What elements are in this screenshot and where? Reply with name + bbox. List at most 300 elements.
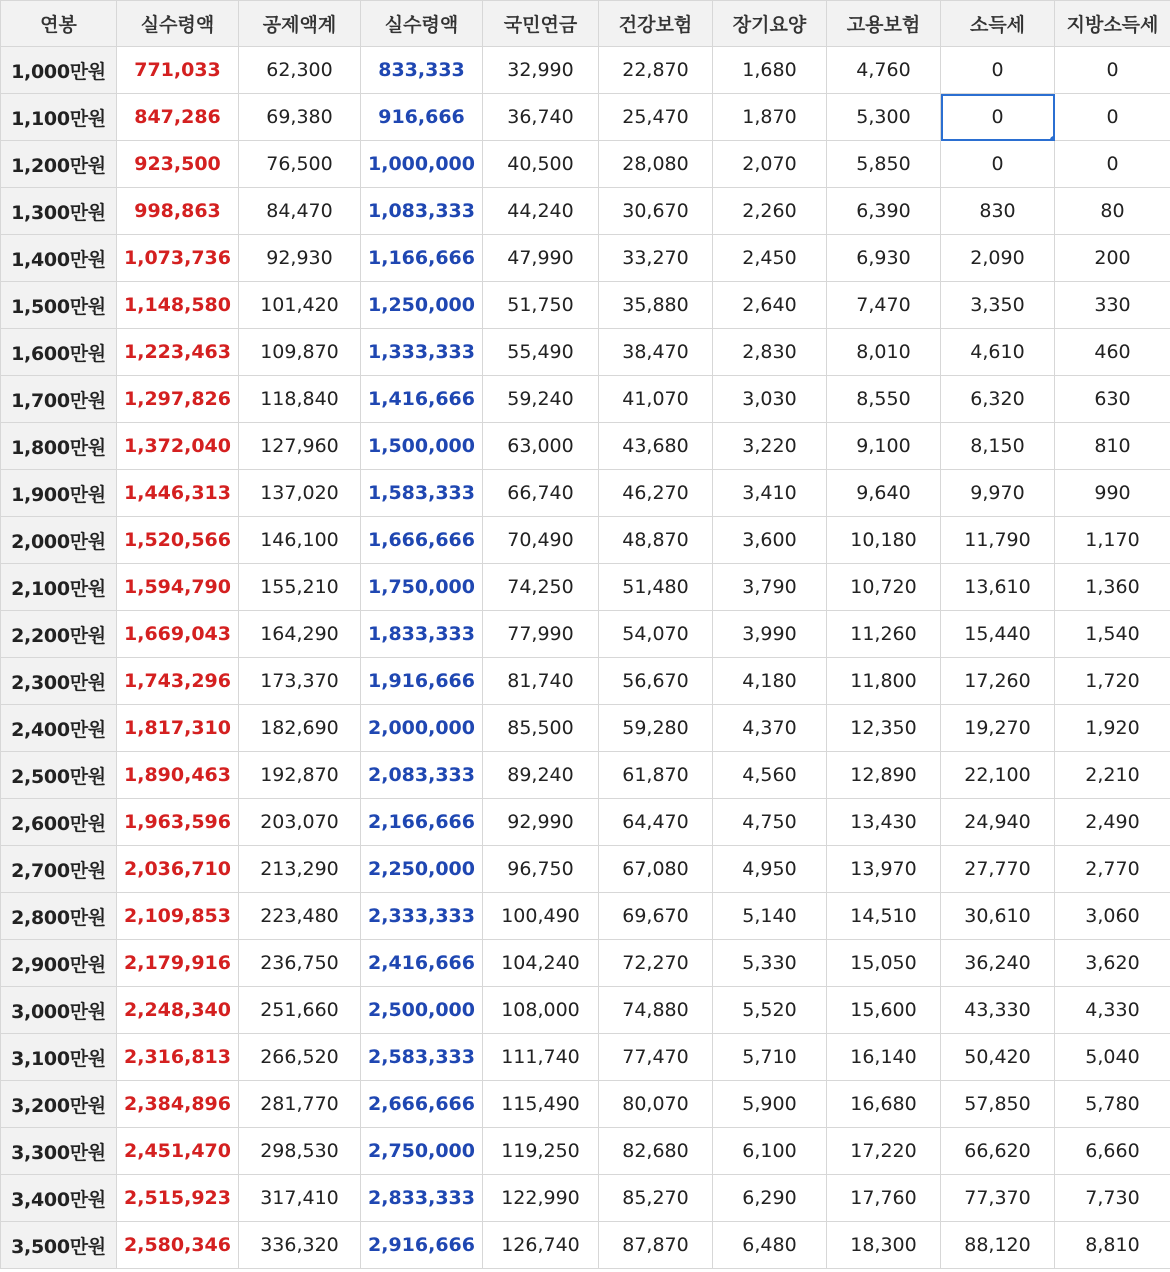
salary-cell[interactable]: [1, 846, 117, 893]
care-cell[interactable]: [713, 611, 827, 658]
salary-cell[interactable]: [1, 1034, 117, 1081]
local-tax-cell[interactable]: [1055, 1175, 1170, 1222]
salary-cell[interactable]: [1, 1222, 117, 1269]
pension-cell[interactable]: [483, 423, 599, 470]
employment-cell[interactable]: [827, 141, 941, 188]
health-cell[interactable]: [599, 376, 713, 423]
income-tax-cell[interactable]: [941, 846, 1055, 893]
net-pay-cell[interactable]: [117, 940, 239, 987]
deduction-cell[interactable]: [239, 611, 361, 658]
income-tax-cell[interactable]: [941, 282, 1055, 329]
salary-cell[interactable]: [1, 1128, 117, 1175]
header-net-pay[interactable]: 실수령액: [117, 1, 239, 47]
local-tax-cell[interactable]: [1055, 47, 1170, 94]
salary-cell[interactable]: [1, 470, 117, 517]
net-pay-cell[interactable]: [117, 564, 239, 611]
employment-cell[interactable]: [827, 893, 941, 940]
income-tax-cell[interactable]: [941, 47, 1055, 94]
care-cell[interactable]: [713, 235, 827, 282]
header-annual-salary[interactable]: 연봉: [1, 1, 117, 47]
deduction-cell[interactable]: [239, 47, 361, 94]
net-pay-2-cell[interactable]: [361, 893, 483, 940]
health-cell[interactable]: [599, 1222, 713, 1269]
employment-cell[interactable]: [827, 94, 941, 141]
health-cell[interactable]: [599, 1034, 713, 1081]
deduction-cell[interactable]: [239, 940, 361, 987]
net-pay-cell[interactable]: [117, 517, 239, 564]
employment-cell[interactable]: [827, 1222, 941, 1269]
pension-cell[interactable]: [483, 470, 599, 517]
net-pay-2-cell[interactable]: [361, 235, 483, 282]
cell-value: 2,451,470: [124, 1140, 231, 1162]
net-pay-cell[interactable]: [117, 282, 239, 329]
employment-cell[interactable]: [827, 1081, 941, 1128]
health-cell[interactable]: [599, 141, 713, 188]
health-cell[interactable]: [599, 564, 713, 611]
income-tax-cell[interactable]: [941, 470, 1055, 517]
deduction-cell[interactable]: [239, 987, 361, 1034]
deduction-cell[interactable]: [239, 1081, 361, 1128]
health-cell[interactable]: [599, 423, 713, 470]
care-cell[interactable]: [713, 799, 827, 846]
health-cell[interactable]: [599, 470, 713, 517]
pension-cell[interactable]: [483, 846, 599, 893]
net-pay-2-cell[interactable]: [361, 470, 483, 517]
income-tax-cell[interactable]: [941, 1128, 1055, 1175]
health-cell[interactable]: [599, 282, 713, 329]
pension-cell[interactable]: [483, 188, 599, 235]
net-pay-2-cell[interactable]: [361, 376, 483, 423]
pension-cell[interactable]: [483, 1081, 599, 1128]
deduction-cell[interactable]: [239, 188, 361, 235]
care-cell[interactable]: [713, 564, 827, 611]
salary-cell[interactable]: [1, 1081, 117, 1128]
net-pay-2-cell[interactable]: [361, 141, 483, 188]
pension-cell[interactable]: [483, 611, 599, 658]
cell-value: 51,480: [622, 576, 689, 598]
deduction-cell[interactable]: [239, 1222, 361, 1269]
pension-cell[interactable]: [483, 1128, 599, 1175]
net-pay-2-cell[interactable]: [361, 329, 483, 376]
header-national-pension[interactable]: 국민연금: [483, 1, 599, 47]
salary-cell[interactable]: [1, 141, 117, 188]
health-cell[interactable]: [599, 1175, 713, 1222]
care-cell[interactable]: [713, 282, 827, 329]
health-cell[interactable]: [599, 611, 713, 658]
net-pay-2-cell[interactable]: [361, 188, 483, 235]
salary-cell[interactable]: [1, 940, 117, 987]
care-cell[interactable]: [713, 329, 827, 376]
local-tax-cell[interactable]: [1055, 423, 1170, 470]
pension-cell[interactable]: [483, 893, 599, 940]
health-cell[interactable]: [599, 705, 713, 752]
cell-value: 61,870: [622, 764, 689, 786]
pension-cell[interactable]: [483, 282, 599, 329]
net-pay-cell[interactable]: [117, 423, 239, 470]
income-tax-cell[interactable]: [941, 423, 1055, 470]
pension-cell[interactable]: [483, 517, 599, 564]
cell-value: 0: [1106, 106, 1119, 128]
pension-cell[interactable]: [483, 376, 599, 423]
cell-value: 251,660: [260, 999, 339, 1021]
income-tax-cell[interactable]: [941, 940, 1055, 987]
local-tax-cell[interactable]: [1055, 188, 1170, 235]
header-long-term-care[interactable]: 장기요양: [713, 1, 827, 47]
health-cell[interactable]: [599, 940, 713, 987]
local-tax-cell[interactable]: [1055, 658, 1170, 705]
salary-cell[interactable]: [1, 705, 117, 752]
employment-cell[interactable]: [827, 329, 941, 376]
deduction-cell[interactable]: [239, 329, 361, 376]
header-net-pay-2[interactable]: 실수령액: [361, 1, 483, 47]
net-pay-cell[interactable]: [117, 893, 239, 940]
income-tax-cell[interactable]: [941, 94, 1055, 141]
health-cell[interactable]: [599, 1081, 713, 1128]
net-pay-cell[interactable]: [117, 94, 239, 141]
local-tax-cell[interactable]: [1055, 329, 1170, 376]
net-pay-2-cell[interactable]: [361, 47, 483, 94]
pension-cell[interactable]: [483, 752, 599, 799]
cell-value: 2,316,813: [124, 1046, 231, 1068]
pension-cell[interactable]: [483, 141, 599, 188]
net-pay-2-cell[interactable]: [361, 564, 483, 611]
employment-cell[interactable]: [827, 705, 941, 752]
income-tax-cell[interactable]: [941, 1034, 1055, 1081]
salary-cell[interactable]: [1, 376, 117, 423]
employment-cell[interactable]: [827, 1128, 941, 1175]
local-tax-cell[interactable]: [1055, 611, 1170, 658]
net-pay-cell[interactable]: [117, 47, 239, 94]
pension-cell[interactable]: [483, 1175, 599, 1222]
employment-cell[interactable]: [827, 1175, 941, 1222]
salary-cell[interactable]: [1, 235, 117, 282]
header-total-deduction[interactable]: 공제액계: [239, 1, 361, 47]
employment-cell[interactable]: [827, 799, 941, 846]
care-cell[interactable]: [713, 94, 827, 141]
deduction-cell[interactable]: [239, 1128, 361, 1175]
table-row: [1, 1128, 1170, 1175]
income-tax-cell[interactable]: [941, 752, 1055, 799]
care-cell[interactable]: [713, 188, 827, 235]
net-pay-cell[interactable]: [117, 1175, 239, 1222]
local-tax-cell[interactable]: [1055, 940, 1170, 987]
health-cell[interactable]: [599, 846, 713, 893]
cell-value: 298,530: [260, 1140, 339, 1162]
care-cell[interactable]: [713, 423, 827, 470]
income-tax-cell[interactable]: [941, 329, 1055, 376]
local-tax-cell[interactable]: [1055, 1034, 1170, 1081]
net-pay-cell[interactable]: [117, 141, 239, 188]
net-pay-cell[interactable]: [117, 376, 239, 423]
health-cell[interactable]: [599, 329, 713, 376]
deduction-cell[interactable]: [239, 517, 361, 564]
salary-cell[interactable]: [1, 423, 117, 470]
local-tax-cell[interactable]: [1055, 987, 1170, 1034]
salary-cell[interactable]: [1, 799, 117, 846]
local-tax-cell[interactable]: [1055, 705, 1170, 752]
pension-cell[interactable]: [483, 705, 599, 752]
employment-cell[interactable]: [827, 752, 941, 799]
local-tax-cell[interactable]: [1055, 564, 1170, 611]
health-cell[interactable]: [599, 188, 713, 235]
employment-cell[interactable]: [827, 282, 941, 329]
cell-value: 54,070: [622, 623, 689, 645]
income-tax-cell[interactable]: [941, 1222, 1055, 1269]
income-tax-cell[interactable]: [941, 1175, 1055, 1222]
health-cell[interactable]: [599, 752, 713, 799]
cell-value: 15,440: [964, 623, 1031, 645]
cell-value: 25,470: [622, 106, 689, 128]
net-pay-cell[interactable]: [117, 1128, 239, 1175]
local-tax-cell[interactable]: [1055, 893, 1170, 940]
deduction-cell[interactable]: [239, 470, 361, 517]
salary-cell[interactable]: [1, 1175, 117, 1222]
deduction-cell[interactable]: [239, 658, 361, 705]
net-pay-2-cell[interactable]: [361, 611, 483, 658]
cell-value: 0: [991, 59, 1004, 81]
pension-cell[interactable]: [483, 799, 599, 846]
local-tax-cell[interactable]: [1055, 94, 1170, 141]
fill-handle[interactable]: [1050, 136, 1055, 141]
net-pay-2-cell[interactable]: [361, 658, 483, 705]
net-pay-cell[interactable]: [117, 987, 239, 1034]
health-cell[interactable]: [599, 799, 713, 846]
net-pay-2-cell[interactable]: [361, 94, 483, 141]
header-income-tax[interactable]: 소득세: [941, 1, 1055, 47]
deduction-cell[interactable]: [239, 752, 361, 799]
health-cell[interactable]: [599, 1128, 713, 1175]
income-tax-cell[interactable]: [941, 141, 1055, 188]
deduction-cell[interactable]: [239, 846, 361, 893]
income-tax-cell[interactable]: [941, 235, 1055, 282]
care-cell[interactable]: [713, 376, 827, 423]
net-pay-2-cell[interactable]: [361, 1222, 483, 1269]
care-cell[interactable]: [713, 940, 827, 987]
cell-value: 833,333: [378, 59, 465, 81]
local-tax-cell[interactable]: [1055, 1222, 1170, 1269]
cell-value: 9,970: [970, 482, 1025, 504]
local-tax-cell[interactable]: [1055, 282, 1170, 329]
employment-cell[interactable]: [827, 470, 941, 517]
employment-cell[interactable]: [827, 235, 941, 282]
care-cell[interactable]: [713, 987, 827, 1034]
salary-cell[interactable]: [1, 611, 117, 658]
care-cell[interactable]: [713, 517, 827, 564]
care-cell[interactable]: [713, 1222, 827, 1269]
salary-cell[interactable]: [1, 987, 117, 1034]
header-local-income-tax[interactable]: 지방소득세: [1055, 1, 1170, 47]
net-pay-cell[interactable]: [117, 1081, 239, 1128]
salary-cell[interactable]: [1, 47, 117, 94]
net-pay-cell[interactable]: [117, 846, 239, 893]
local-tax-cell[interactable]: [1055, 517, 1170, 564]
net-pay-2-cell[interactable]: [361, 752, 483, 799]
care-cell[interactable]: [713, 893, 827, 940]
employment-cell[interactable]: [827, 564, 941, 611]
income-tax-cell[interactable]: [941, 517, 1055, 564]
header-employment-insurance[interactable]: 고용보험: [827, 1, 941, 47]
care-cell[interactable]: [713, 752, 827, 799]
local-tax-cell[interactable]: [1055, 1128, 1170, 1175]
health-cell[interactable]: [599, 235, 713, 282]
deduction-cell[interactable]: [239, 705, 361, 752]
net-pay-cell[interactable]: [117, 658, 239, 705]
net-pay-cell[interactable]: [117, 470, 239, 517]
net-pay-2-cell[interactable]: [361, 1128, 483, 1175]
local-tax-cell[interactable]: [1055, 470, 1170, 517]
salary-cell[interactable]: [1, 564, 117, 611]
cell-value: 998,863: [134, 200, 221, 222]
care-cell[interactable]: [713, 1128, 827, 1175]
deduction-cell[interactable]: [239, 282, 361, 329]
net-pay-cell[interactable]: [117, 705, 239, 752]
pension-cell[interactable]: [483, 940, 599, 987]
employment-cell[interactable]: [827, 611, 941, 658]
net-pay-2-cell[interactable]: [361, 423, 483, 470]
deduction-cell[interactable]: [239, 235, 361, 282]
employment-cell[interactable]: [827, 1034, 941, 1081]
cell-value: 0: [1106, 153, 1119, 175]
employment-cell[interactable]: [827, 517, 941, 564]
net-pay-2-cell[interactable]: [361, 517, 483, 564]
income-tax-cell[interactable]: [941, 1081, 1055, 1128]
pension-cell[interactable]: [483, 987, 599, 1034]
income-tax-cell[interactable]: [941, 188, 1055, 235]
care-cell[interactable]: [713, 1081, 827, 1128]
salary-cell[interactable]: [1, 517, 117, 564]
net-pay-cell[interactable]: [117, 1034, 239, 1081]
pension-cell[interactable]: [483, 329, 599, 376]
health-cell[interactable]: [599, 893, 713, 940]
deduction-cell[interactable]: [239, 799, 361, 846]
cell-value: 80: [1100, 200, 1125, 222]
employment-cell[interactable]: [827, 47, 941, 94]
net-pay-cell[interactable]: [117, 752, 239, 799]
employment-cell[interactable]: [827, 658, 941, 705]
cell-value: 8,010: [856, 341, 911, 363]
net-pay-2-cell[interactable]: [361, 987, 483, 1034]
cell-value: 3,620: [1085, 952, 1140, 974]
pension-cell[interactable]: [483, 564, 599, 611]
net-pay-2-cell[interactable]: [361, 282, 483, 329]
deduction-cell[interactable]: [239, 423, 361, 470]
local-tax-cell[interactable]: [1055, 141, 1170, 188]
cell-value: 4,610: [970, 341, 1025, 363]
pension-cell[interactable]: [483, 1034, 599, 1081]
net-pay-cell[interactable]: [117, 799, 239, 846]
pension-cell[interactable]: [483, 235, 599, 282]
health-cell[interactable]: [599, 517, 713, 564]
income-tax-cell[interactable]: [941, 705, 1055, 752]
salary-cell[interactable]: [1, 188, 117, 235]
salary-cell[interactable]: [1, 329, 117, 376]
net-pay-2-cell[interactable]: [361, 1175, 483, 1222]
care-cell[interactable]: [713, 47, 827, 94]
salary-cell[interactable]: [1, 282, 117, 329]
income-tax-cell[interactable]: [941, 658, 1055, 705]
deduction-cell[interactable]: [239, 94, 361, 141]
income-tax-cell[interactable]: [941, 376, 1055, 423]
net-pay-cell[interactable]: [117, 235, 239, 282]
health-cell[interactable]: [599, 94, 713, 141]
header-health-insurance[interactable]: 건강보험: [599, 1, 713, 47]
local-tax-cell[interactable]: [1055, 235, 1170, 282]
local-tax-cell[interactable]: [1055, 376, 1170, 423]
cell-value: 17,260: [964, 670, 1031, 692]
cell-value: 2,770: [1085, 858, 1140, 880]
employment-cell[interactable]: [827, 846, 941, 893]
deduction-cell[interactable]: [239, 893, 361, 940]
deduction-cell[interactable]: [239, 1175, 361, 1222]
net-pay-2-cell[interactable]: [361, 846, 483, 893]
income-tax-cell[interactable]: [941, 799, 1055, 846]
care-cell[interactable]: [713, 658, 827, 705]
employment-cell[interactable]: [827, 423, 941, 470]
care-cell[interactable]: [713, 470, 827, 517]
salary-cell[interactable]: [1, 752, 117, 799]
income-tax-cell[interactable]: [941, 611, 1055, 658]
care-cell[interactable]: [713, 1034, 827, 1081]
salary-cell[interactable]: [1, 94, 117, 141]
salary-cell[interactable]: [1, 893, 117, 940]
employment-cell[interactable]: [827, 376, 941, 423]
net-pay-cell[interactable]: [117, 329, 239, 376]
income-tax-cell[interactable]: [941, 987, 1055, 1034]
local-tax-cell[interactable]: [1055, 846, 1170, 893]
pension-cell[interactable]: [483, 47, 599, 94]
employment-cell[interactable]: [827, 987, 941, 1034]
net-pay-2-cell[interactable]: [361, 1081, 483, 1128]
care-cell[interactable]: [713, 141, 827, 188]
local-tax-cell[interactable]: [1055, 1081, 1170, 1128]
table-row: [1, 517, 1170, 564]
deduction-cell[interactable]: [239, 376, 361, 423]
net-pay-2-cell[interactable]: [361, 940, 483, 987]
health-cell[interactable]: [599, 658, 713, 705]
cell-value: 16,140: [850, 1046, 917, 1068]
salary-cell[interactable]: [1, 658, 117, 705]
net-pay-cell[interactable]: [117, 1222, 239, 1269]
care-cell[interactable]: [713, 1175, 827, 1222]
care-cell[interactable]: [713, 846, 827, 893]
table-row: [1, 705, 1170, 752]
cell-value: 1,669,043: [124, 623, 231, 645]
cell-value: 7,470: [856, 294, 911, 316]
health-cell[interactable]: [599, 987, 713, 1034]
net-pay-2-cell[interactable]: [361, 1034, 483, 1081]
deduction-cell[interactable]: [239, 564, 361, 611]
net-pay-cell[interactable]: [117, 611, 239, 658]
net-pay-2-cell[interactable]: [361, 705, 483, 752]
local-tax-cell[interactable]: [1055, 799, 1170, 846]
income-tax-cell[interactable]: [941, 564, 1055, 611]
net-pay-2-cell[interactable]: [361, 799, 483, 846]
employment-cell[interactable]: [827, 188, 941, 235]
local-tax-cell[interactable]: [1055, 752, 1170, 799]
care-cell[interactable]: [713, 705, 827, 752]
employment-cell[interactable]: [827, 940, 941, 987]
pension-cell[interactable]: [483, 94, 599, 141]
pension-cell[interactable]: [483, 1222, 599, 1269]
deduction-cell[interactable]: [239, 1034, 361, 1081]
cell-value: 200: [1094, 247, 1131, 269]
health-cell[interactable]: [599, 47, 713, 94]
cell-value: 6,930: [856, 247, 911, 269]
net-pay-cell[interactable]: [117, 188, 239, 235]
pension-cell[interactable]: [483, 658, 599, 705]
deduction-cell[interactable]: [239, 141, 361, 188]
income-tax-cell[interactable]: [941, 893, 1055, 940]
